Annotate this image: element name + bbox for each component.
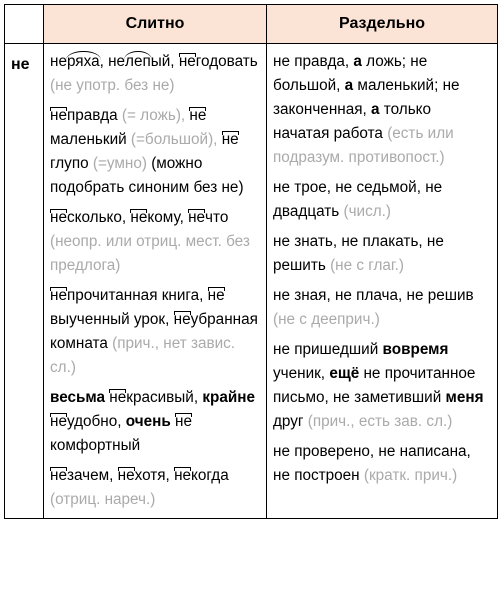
together-block-1: неряха, нелепый, негодовать (не употр. без не) — [50, 50, 260, 98]
separate-block-4: не зная, не плача, не решив (не с дееприч.) — [273, 287, 474, 328]
separate-block-3: не знать, не плакать, не решить (не с глаг.) — [273, 233, 444, 274]
rule-row — [5, 44, 498, 519]
separate-block-6: не проверено, не написана, не построен (кратк. прич.) — [273, 443, 471, 484]
note: (не употр. без не) — [50, 77, 175, 94]
together-block-2: неправда (= ложь), немаленький (=большой), неглупо (=умно) (можно подобрать синоним без не) — [50, 104, 260, 200]
spelling-table — [4, 4, 498, 519]
separate-block-5: не пришедший вовремя ученик, ещё не прочитанное письмо, не заметивший меня друг (прич., есть зав. сл.) — [273, 341, 484, 430]
separate-block-2: не трое, не седьмой, не двадцать (числ.) — [273, 179, 443, 220]
separate-block-1: не правда, а ложь; не большой, а маленький; не законченная, а только начатая работа (есть или подразум. противопост.) — [273, 53, 460, 166]
word: неряха — [50, 53, 100, 70]
together-cell — [44, 44, 267, 519]
header-separate: Раздельно — [267, 5, 498, 44]
together-block-3: несколько, некому, нечто (неопр. или отриц. мест. без предлога) — [50, 206, 260, 278]
together-block-5: весьма некрасивый, крайне неудобно, очень некомфортный — [50, 386, 260, 458]
header-row — [5, 5, 498, 44]
together-block-6: незачем, нехотя, некогда (отриц. нареч.) — [50, 464, 260, 512]
separate-cell — [267, 44, 498, 519]
together-block-4: непрочитанная книга, невыученный урок, неубранная комната (прич., нет завис. сл.) — [50, 284, 260, 380]
header-together: Слитно — [44, 5, 267, 44]
row-label: не — [5, 44, 44, 519]
corner-cell — [5, 5, 44, 44]
word: нелепый, — [108, 53, 174, 70]
